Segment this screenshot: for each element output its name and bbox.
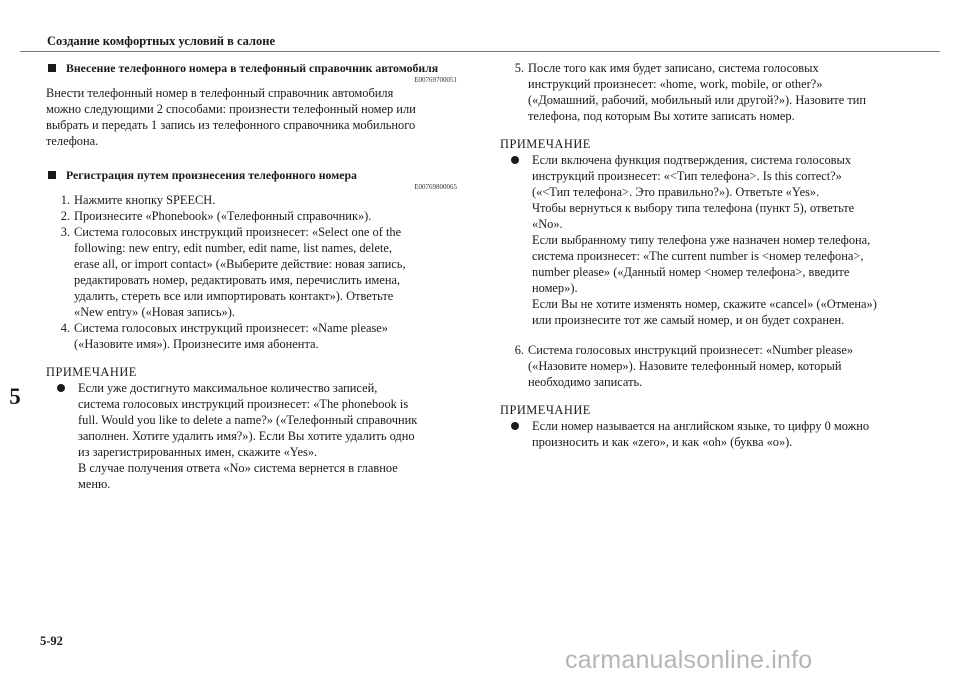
watermark: carmanualsonline.info xyxy=(565,646,813,674)
note-line: Если выбранному типу телефона уже назначен номер телефона, xyxy=(532,233,871,247)
square-bullet-icon xyxy=(48,64,56,72)
square-bullet-icon xyxy=(48,171,56,179)
step-line: Произнесите «Phonebook» («Телефонный справочник»). xyxy=(74,209,372,223)
step-number: 3. xyxy=(60,225,70,239)
section-title-phonebook-entry xyxy=(46,60,457,76)
round-bullet-icon xyxy=(511,422,519,430)
note-line: система голосовых инструкций произнесет: «The phonebook is xyxy=(78,397,409,411)
step-item xyxy=(46,192,457,208)
note-line: Если Вы не хотите изменять номер, скажите «cancel» («Отмена») xyxy=(532,297,877,311)
section-code: E00769700051 xyxy=(414,76,457,84)
step-item xyxy=(46,208,457,224)
page-number: 5-92 xyxy=(40,634,63,648)
step-number: 2. xyxy=(60,209,70,223)
paragraph-line: Внести телефонный номер в телефонный справочник автомобиля xyxy=(46,86,394,100)
intro-paragraph xyxy=(46,85,457,149)
note-line: из зарегистрированных имен, скажите «Yes». xyxy=(78,445,318,459)
paragraph-line: выбрать и передать 1 запись из телефонного справочника мобильного xyxy=(46,118,416,132)
note-line: «No». xyxy=(532,217,563,231)
step-item xyxy=(46,224,457,320)
step-line: Система голосовых инструкций произнесет: «Select one of the xyxy=(74,225,402,239)
round-bullet-icon xyxy=(57,384,65,392)
note-title: ПРИМЕЧАНИЕ xyxy=(500,137,591,151)
step-number: 6. xyxy=(514,343,524,357)
left-column xyxy=(46,60,457,492)
note-line: Если номер называется на английском языке, то цифру 0 можно xyxy=(532,419,870,433)
note-line: Чтобы вернуться к выбору типа телефона (пункт 5), ответьте xyxy=(532,201,855,215)
step-line: («Назовите имя»). Произнесите имя абонента. xyxy=(74,337,319,351)
step-line: («Назовите номер»). Назовите телефонный номер, который xyxy=(528,359,842,373)
step-line: телефона, под которым Вы хотите записать номер. xyxy=(528,109,795,123)
step-number: 5. xyxy=(514,61,524,75)
note-line: номер»). xyxy=(532,281,578,295)
note-line: number please» («Данный номер <номер телефона>, введите xyxy=(532,265,850,279)
note-title: ПРИМЕЧАНИЕ xyxy=(500,403,591,417)
section-code: E00769800065 xyxy=(414,183,457,191)
step-number: 1. xyxy=(60,193,70,207)
note-bullet xyxy=(500,152,912,328)
paragraph-line: можно следующими 2 способами: произнести телефонный номер или xyxy=(46,102,416,116)
note-line: Если уже достигнуто максимальное количество записей, xyxy=(78,381,378,395)
step-line: необходимо записать. xyxy=(528,375,643,389)
note-line: произносить и как «zero», и как «oh» (буква «о»). xyxy=(532,435,793,449)
note-line: заполнен. Хотите удалить имя?»). Если Вы хотите удалить одно xyxy=(78,429,415,443)
section-title-voice-registration xyxy=(46,167,457,183)
step-item xyxy=(500,60,912,124)
step-line: («Домашний, рабочий, мобильный или другой?»). Назовите тип xyxy=(528,93,866,107)
step-line: Нажмите кнопку SPEECH. xyxy=(74,193,216,207)
paragraph-line: телефона. xyxy=(46,134,99,148)
round-bullet-icon xyxy=(511,156,519,164)
note-bullet xyxy=(500,418,912,450)
note-line: система произнесет: «The current number is <номер телефона>, xyxy=(532,249,864,263)
note-line: В случае получения ответа «No» система вернется в главное xyxy=(78,461,398,475)
note-bullet xyxy=(46,380,457,492)
note-title: ПРИМЕЧАНИЕ xyxy=(46,365,137,379)
step-line: erase all, or import contact» («Выберите действие: новая запись, xyxy=(74,257,406,271)
step-line: После того как имя будет записано, система голосовых xyxy=(528,61,819,75)
note-line: full. Would you like to delete a name?» («Телефонный справочник xyxy=(78,413,418,427)
step-line: Система голосовых инструкций произнесет: «Name please» xyxy=(74,321,389,335)
note-line: Если включена функция подтверждения, система голосовых xyxy=(532,153,852,167)
step-line: Система голосовых инструкций произнесет: «Number please» xyxy=(528,343,854,357)
step-line: редактировать номер, редактировать имя, перечислить имена, xyxy=(74,273,401,287)
note-line: («<Тип телефона>. Это правильно?»). Ответьте «Yes». xyxy=(532,185,820,199)
step-item xyxy=(500,342,912,390)
section-title-text: Регистрация путем произнесения телефонного номера xyxy=(66,168,357,182)
section-title-text: Внесение телефонного номера в телефонный справочник автомобиля xyxy=(66,61,439,75)
step-item xyxy=(46,320,457,352)
step-line: «New entry» («Новая запись»). xyxy=(74,305,235,319)
right-column xyxy=(500,60,912,450)
note-line: меню. xyxy=(78,477,111,491)
step-line: удалить, стереть все или импортировать контакт»). Ответьте xyxy=(74,289,394,303)
step-number: 4. xyxy=(60,321,70,335)
step-line: following: new entry, edit number, edit name, list names, delete, xyxy=(74,241,393,255)
note-line: или произнесите тот же самый номер, и он будет сохранен. xyxy=(532,313,845,327)
note-line: инструкций произнесет: «<Тип телефона>. Is this correct?» xyxy=(532,169,842,183)
running-header: Создание комфортных условий в салоне xyxy=(47,34,276,48)
header-rule xyxy=(20,51,940,52)
step-line: инструкций произнесет: «home, work, mobile, or other?» xyxy=(528,77,823,91)
chapter-tab: 5 xyxy=(9,384,21,409)
